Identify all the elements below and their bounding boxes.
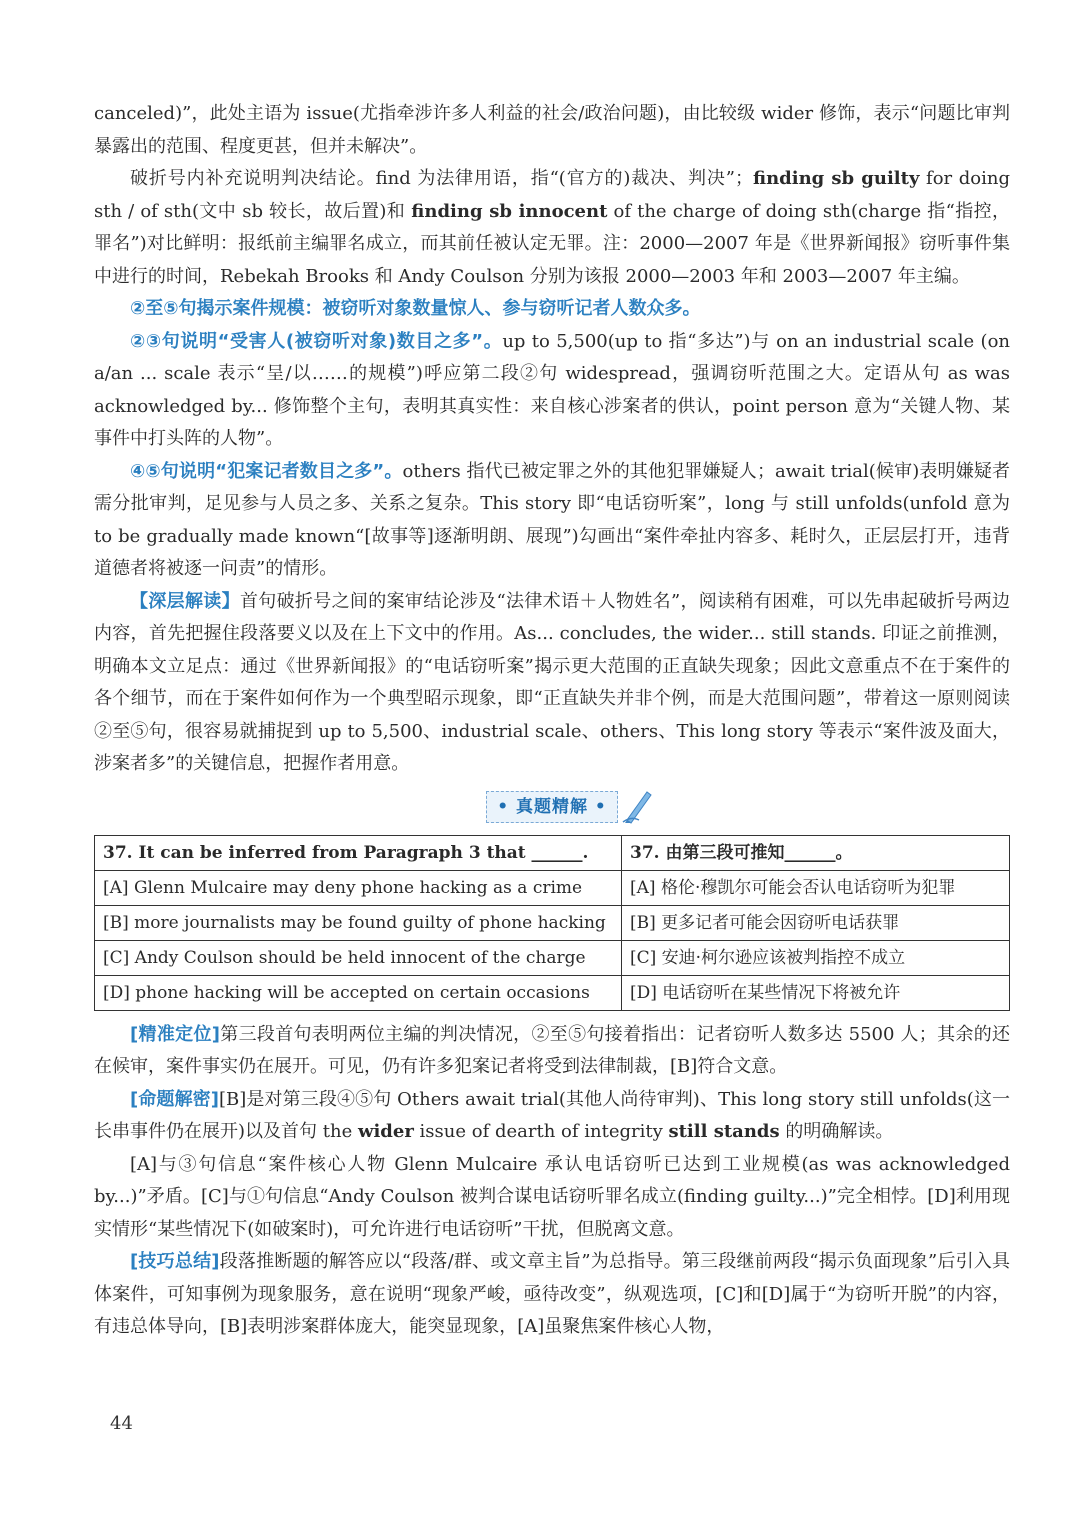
skills-tag: [技巧总结] [130, 1251, 220, 1272]
table-row [95, 940, 1010, 975]
paragraph-2: 破折号内补充说明判决结论。find 为法律用语，指“(官方的)裁决、判决”；finding sb guilty for doing sth / of sth(文中 sb 较长，故后置)和 finding sb innocent of the charge of doing sth(charge 指“指控，罪名”)对比鲜明：报纸前主编罪名成立，而其前任被认定无罪。注：2000—2007 年是《世界新闻报》窃听事件集中进行的时间，Rebekah Brooks 和 Andy Coulson 分别为该报 2000—2003 年和 2003—2007 年主编。 [94, 168, 1010, 287]
option-d-zh: [D] 电话窃听在某些情况下将被允许 [622, 975, 1010, 1010]
table-row [95, 870, 1010, 905]
section-heading-wrap [94, 785, 1010, 831]
analysis-skills: [技巧总结]段落推断题的解答应以“段落/群、或文章主旨”为总指导。第三段继前两段“揭示负面现象”后引入具体案件，可知事例为现象服务，意在说明“现象严峻，亟待改变”，纵观选项，[C]和[D]属于“为窃听开脱”的内容，有违总体导向，[B]表明涉案群体庞大，能突显现象，[A]虽聚焦案件核心人物， [94, 1251, 1010, 1337]
paragraph-6-deep-reading: 【深层解读】首句破折号之间的案审结论涉及“法律术语＋人物姓名”，阅读稍有困难，可以先串起破折号两边内容，首先把握住段落要义以及在上下文中的作用。As... concludes, the wider... still stands. 印证之前推测，明确本文立足点：通过《世界新闻报》的“电话窃听案”揭示更大范围的正直缺失现象；因此文意重点不在于案件的各个细节，而在于案件如何作为一个典型昭示现象，即“正直缺失并非个例，而是大范围问题”，带着这一原则阅读②至⑤句，很容易就捕捉到 up to 5,500、industrial scale、others、This long story 等表示“案件波及面大，涉案者多”的关键信息，把握作者用意。 [94, 590, 1010, 774]
paragraph-1: canceled)”，此处主语为 issue(尤指牵涉许多人利益的社会/政治问题)，由比较级 wider 修饰，表示“问题比审判暴露出的范围、程度更甚，但并未解决”。 [94, 103, 1010, 157]
option-a-zh: [A] 格伦·穆凯尔可能会否认电话窃听为犯罪 [622, 870, 1010, 905]
option-a-en: [A] Glenn Mulcaire may deny phone hacking as a crime [95, 870, 622, 905]
option-b-en: [B] more journalists may be found guilty of phone hacking [95, 905, 622, 940]
paragraph-3-summary: ②至⑤句揭示案件规模：被窃听对象数量惊人、参与窃听记者人数众多。 [130, 298, 701, 319]
decoding-tag: [命题解密] [130, 1088, 220, 1110]
question-stem-en: 37. It can be inferred from Paragraph 3 that ______. [95, 835, 622, 870]
page-content [94, 98, 1010, 1344]
option-b-zh: [B] 更多记者可能会因窃听电话获罪 [622, 905, 1010, 940]
pen-icon [621, 786, 655, 824]
analysis-distractors: [A]与③句信息“案件核心人物 Glenn Mulcaire 承认电话窃听已达到工业规模(as was acknowledged by...)”矛盾。[C]与①句信息“Andy Coulson 被判合谋电话窃听罪名成立(finding guilty...)”完全相悖。[D]利用现实情形“某些情况下(如破案时)，可允许进行电话窃听”干扰，但脱离文意。 [94, 1153, 1010, 1240]
table-row [95, 905, 1010, 940]
analysis-positioning: [精准定位]第三段首句表明两位主编的判决情况，②至⑤句接着指出：记者窃听人数多达 5500 人；其余的还在候审，案件事实仍在展开。可见，仍有许多犯案记者将受到法律制裁，[B]符合文意。 [94, 1023, 1011, 1077]
table-row [95, 835, 1010, 870]
paragraph-5: ④⑤句说明“犯案记者数目之多”。others 指代已被定罪之外的其他犯罪嫌疑人；await trial(候审)表明嫌疑者需分批审判，足见参与人员之多、关系之复杂。This story 即“电话窃听案”，long 与 still unfolds(unfold 意为 to be gradually made known“[故事等]逐渐明朗、展现”)勾画出“案件牵扯内容多、耗时久，正层层打开，违背道德者将被逐一问责”的情形。 [94, 460, 1010, 579]
option-c-zh: [C] 安迪·柯尔逊应该被判指控不成立 [622, 940, 1010, 975]
option-d-en: [D] phone hacking will be accepted on certain occasions [95, 975, 622, 1010]
analysis-decoding: [命题解密][B]是对第三段④⑤句 Others await trial(其他人尚待审判)、This long story still unfolds(这一长串事件仍在展开)以及首句 the wider issue of dearth of integrity still stands 的明确解读。 [94, 1088, 1010, 1142]
table-row [95, 975, 1010, 1010]
positioning-tag: [精准定位] [130, 1023, 220, 1045]
page-number: 44 [110, 1413, 133, 1434]
option-c-en: [C] Andy Coulson should be held innocent of the charge [95, 940, 622, 975]
paragraph-4: ②③句说明“受害人(被窃听对象)数目之多”。up to 5,500(up to 指“多达”)与 on an industrial scale (on a/an ... scale 表示“呈/以……的规模”)呼应第二段②句 widespread，强调窃听范围之大。定语从句 as was acknowledged by... 修饰整个主句，表明其真实性：来自核心涉案者的供认，point person 意为“关键人物、某事件中打头阵的人物”。 [94, 330, 1011, 449]
question-stem-zh: 37. 由第三段可推知______。 [622, 835, 1010, 870]
question-table [94, 835, 1010, 1011]
deep-reading-tag: 【深层解读】 [130, 590, 240, 612]
section-heading: • 真题精解 • [486, 791, 618, 823]
